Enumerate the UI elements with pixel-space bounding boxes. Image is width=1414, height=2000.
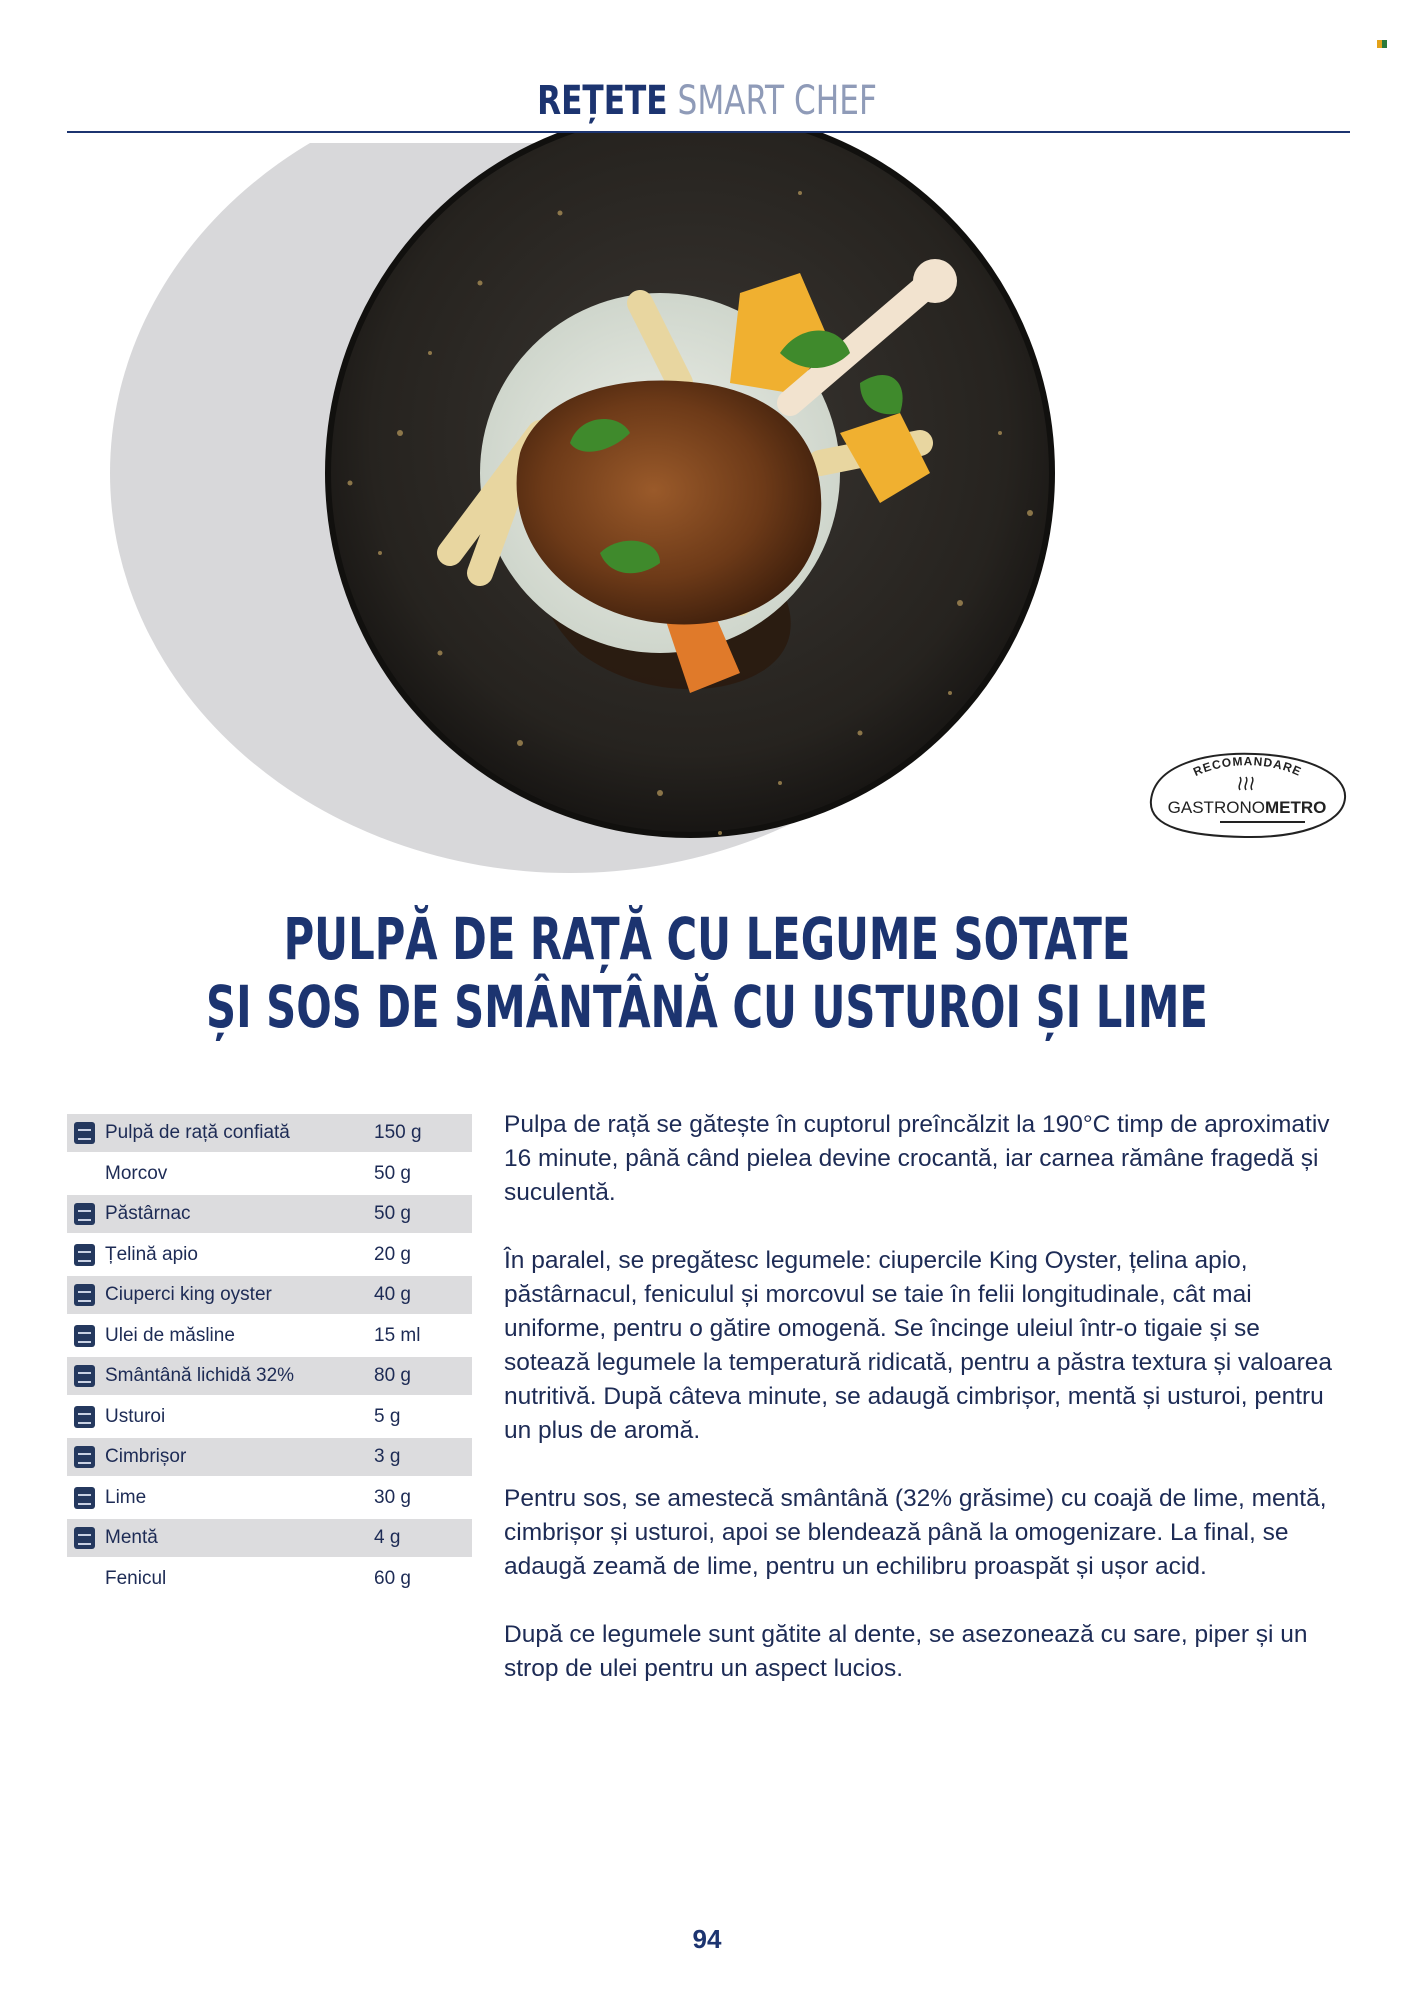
metro-chef-icon [74, 1284, 95, 1306]
metro-chef-icon [74, 1244, 95, 1266]
ingredient-row [67, 1317, 472, 1355]
ingredient-quantity: 40 g [374, 1284, 411, 1305]
recipe-title-line2: ȘI SOS DE SMÂNTÂNĂ CU USTUROI ȘI LIME [206, 973, 1208, 1041]
ingredient-name: Cimbrișor [105, 1446, 187, 1467]
ingredient-quantity: 80 g [374, 1365, 411, 1386]
ingredient-name: Țelină apio [105, 1243, 198, 1265]
header-retete: REȚETE [537, 78, 668, 124]
metro-chef-icon [74, 1122, 95, 1144]
ingredient-quantity: 30 g [374, 1486, 411, 1508]
ingredient-name: Fenicul [105, 1567, 167, 1589]
badge-brand-left: GASTRONO [1167, 798, 1265, 817]
ingredient-quantity: 15 ml [374, 1324, 421, 1346]
ingredients-table [67, 1114, 472, 1600]
metro-chef-icon [74, 1406, 95, 1428]
ingredient-quantity: 50 g [374, 1162, 411, 1184]
ingredient-row [67, 1560, 472, 1598]
ingredient-quantity: 4 g [374, 1527, 401, 1548]
metro-chef-icon [74, 1446, 95, 1468]
ingredient-row [67, 1519, 472, 1557]
ingredient-row [67, 1276, 472, 1314]
ingredient-row [67, 1114, 472, 1152]
metro-chef-icon [74, 1527, 95, 1549]
recipe-title-line1: PULPĂ DE RAȚĂ CU LEGUME SOTATE [283, 905, 1131, 973]
badge-top-text: RECOMANDARE [1191, 754, 1304, 780]
ingredient-row [67, 1357, 472, 1395]
recipe-title [0, 905, 1414, 1041]
ingredient-name: Usturoi [105, 1405, 166, 1427]
header-smart-chef: SMART CHEF [677, 78, 877, 124]
instruction-paragraph: Pulpa de rață se gătește în cuptorul preîncălzit la 190°C timp de aproximativ 16 minute, până când pielea devine crocantă, iar carnea rămâne fragedă și suculentă. [504, 1111, 1330, 1206]
ingredient-name: Ulei de măsline [105, 1324, 235, 1346]
ingredient-name: Morcov [105, 1162, 168, 1184]
recipe-instructions [504, 1108, 1349, 1720]
ingredient-row [67, 1438, 472, 1476]
svg-text:GASTRONOMETRO [1168, 798, 1327, 817]
ingredient-name: Smântână lichidă 32% [105, 1365, 295, 1386]
ingredient-row [67, 1195, 472, 1233]
ingredient-name: Pulpă de rață confiată [105, 1122, 290, 1143]
instruction-paragraph: Pentru sos, se amestecă smântână (32% grăsime) cu coajă de lime, mentă, cimbrișor și usturoi, apoi se blendează până la omogenizare. La final, se adaugă zeamă de lime, pentru un echilibru proaspăt și ușor acid. [504, 1485, 1327, 1580]
ingredient-row [67, 1236, 472, 1274]
page-number: 94 [692, 1924, 722, 1954]
ingredient-row [67, 1155, 472, 1193]
section-header [156, 78, 1259, 124]
ingredient-name: Păstârnac [105, 1203, 191, 1224]
metro-chef-icon [74, 1365, 95, 1387]
metro-chef-icon [74, 1487, 95, 1509]
instruction-paragraph: După ce legumele sunt gătite al dente, se asezonează cu sare, piper și un strop de ulei pentru un aspect lucios. [504, 1621, 1308, 1682]
ingredient-quantity: 3 g [374, 1446, 401, 1467]
ingredient-quantity: 50 g [374, 1203, 411, 1224]
ingredient-name: Lime [105, 1486, 147, 1508]
ingredient-quantity: 60 g [374, 1567, 411, 1589]
corner-color-mark [1377, 40, 1387, 48]
ingredient-name: Mentă [105, 1527, 158, 1548]
badge-brand-right: METRO [1264, 798, 1327, 817]
ingredient-row [67, 1398, 472, 1436]
ingredient-quantity: 5 g [374, 1405, 401, 1427]
metro-chef-icon [74, 1203, 95, 1225]
metro-chef-icon [74, 1325, 95, 1347]
dish-photo [100, 133, 1300, 873]
gastronometro-badge [1145, 750, 1350, 840]
ingredient-quantity: 150 g [374, 1122, 422, 1143]
ingredient-quantity: 20 g [374, 1243, 411, 1265]
ingredient-row [67, 1479, 472, 1517]
instruction-paragraph: În paralel, se pregătesc legumele: ciupercile King Oyster, țelina apio, păstârnacul, feniculul și morcovul se taie în felii longitudinale, cât mai uniforme, pentru o gătire omogenă. Se încinge uleiul într-o tigaie și se sotează legumele la temperatură ridicată, pentru a păstra textura și valoarea nutritivă. După câteva minute, se adaugă cimbrișor, mentă și usturoi, pentru un plus de aromă. [504, 1247, 1333, 1444]
ingredient-name: Ciuperci king oyster [105, 1284, 272, 1305]
